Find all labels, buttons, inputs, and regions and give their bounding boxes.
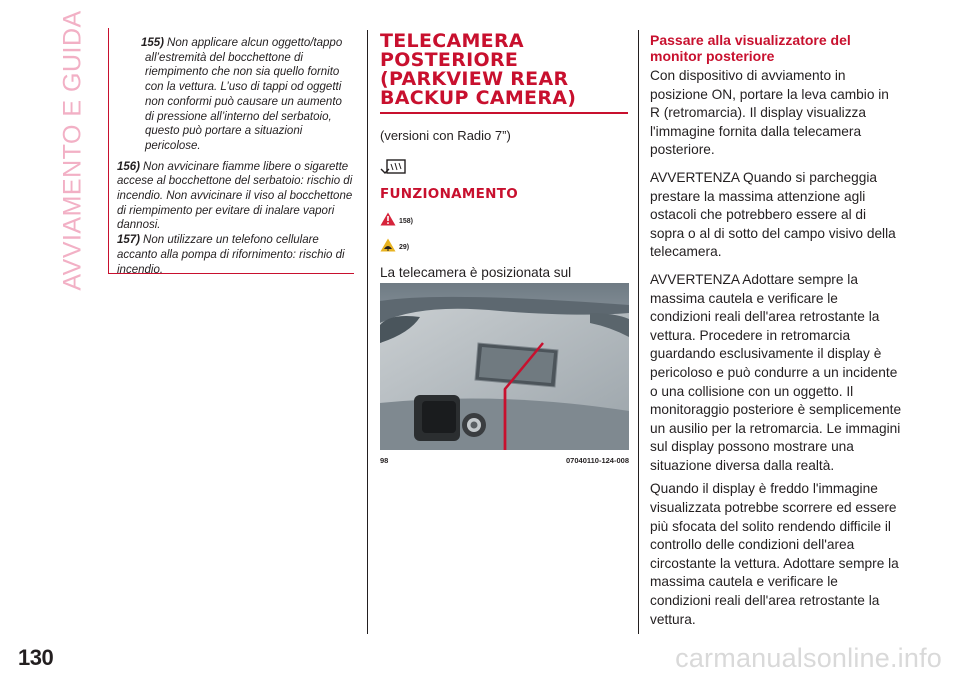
safety-notes-box — [108, 28, 354, 274]
note-155 — [117, 36, 354, 154]
subsection-title: FUNZIONAMENTO — [380, 186, 519, 202]
section-tab — [54, 9, 92, 291]
versions-note: (versioni con Radio 7”) — [380, 128, 511, 143]
paragraph: Quando il display è freddo l'immagine visualizzata potrebbe scorrere ed essere più sfocata del solito rendendo difficile il controllo delle condizioni dell'area circostante la vettura. Adottare sempre la massima cautela e verificare le condizioni reali dell'area retrostante la vettura. — [650, 481, 899, 627]
rear-monitor-section — [650, 32, 902, 629]
paragraph: AVVERTENZA Adottare sempre la massima cautela e verificare le condizioni reali dell'area retrostante la vettura. Procedere in retromarcia guardando esclusivamente il display è pericoloso e può condurre a un incidente o una collisione con un oggetto. Il monitoraggio posteriore è semplicemente un ausilio per la retromarcia. Le immagini sul display possono mostrare una situazione diversa dalla realtà. — [650, 271, 902, 473]
note-number: 155) — [141, 37, 165, 49]
note-number: 157) — [117, 234, 141, 247]
paragraph: Con dispositivo di avviamento in posizione ON, portare la leva cambio in R (retromarcia). Il display visualizza l'immagine fornita dalla telecamera posteriore. — [650, 68, 889, 158]
paragraph: AVVERTENZA Quando si parcheggia prestare la massima attenzione agli ostacoli che potrebbero essere al di sopra o al di sotto del campo visivo della telecamera. — [650, 169, 896, 260]
note-156 — [117, 160, 354, 234]
column-divider-2 — [638, 30, 639, 634]
caution-warning-icon — [380, 238, 396, 252]
danger-warning-row — [380, 210, 628, 228]
note-text: Non avvicinare fiamme libere o sigarette accese al bocchettone del serbatoio: rischio di incendio. Non avvicinare il viso al bocchettone di riempimento per evitare di inalare vapori dannosi. — [117, 160, 353, 232]
column-divider-1 — [367, 30, 368, 634]
radio-screen-icon — [380, 158, 410, 178]
watermark: carmanualsonline.info — [675, 643, 942, 673]
danger-warning-icon — [380, 212, 396, 226]
figure-caption — [380, 456, 629, 465]
section-tab-label: AVVIAMENTO E GUIDA — [58, 9, 87, 291]
section-title: TELECAMERA POSTERIORE (PARKVIEW REAR BACKUP CAMERA) — [380, 30, 577, 109]
caution-warning-row — [380, 236, 628, 254]
title-rule — [380, 112, 628, 114]
note-number: 156) — [117, 160, 141, 173]
warning-ref: 158) — [399, 218, 414, 225]
rear-monitor-heading: Passare alla visualizzatore del monitor posteriore — [650, 32, 851, 64]
note-text: Non applicare alcun oggetto/tappo all’estremità del bocchettone di riempimento che non sia quello fornito con la vettura. L’uso di tappi od oggetti non conformi può causare un aumento di pressione all’interno del serbatoio, questo può portare a situazioni pericolose. — [145, 37, 343, 152]
note-text: Non utilizzare un telefono cellulare accanto alla pompa di rifornimento: rischio di incendio. — [117, 234, 345, 276]
figure-number: 98 — [380, 456, 389, 465]
camera-section — [380, 32, 628, 300]
page-number: 130 — [18, 645, 54, 670]
camera-location-text: La telecamera è posizionata sul — [380, 265, 572, 280]
note-157 — [117, 233, 354, 277]
warning-ref: 29) — [399, 244, 410, 251]
figure-code: 07040110-124-008 — [566, 456, 629, 465]
figure-98-image — [380, 283, 629, 450]
